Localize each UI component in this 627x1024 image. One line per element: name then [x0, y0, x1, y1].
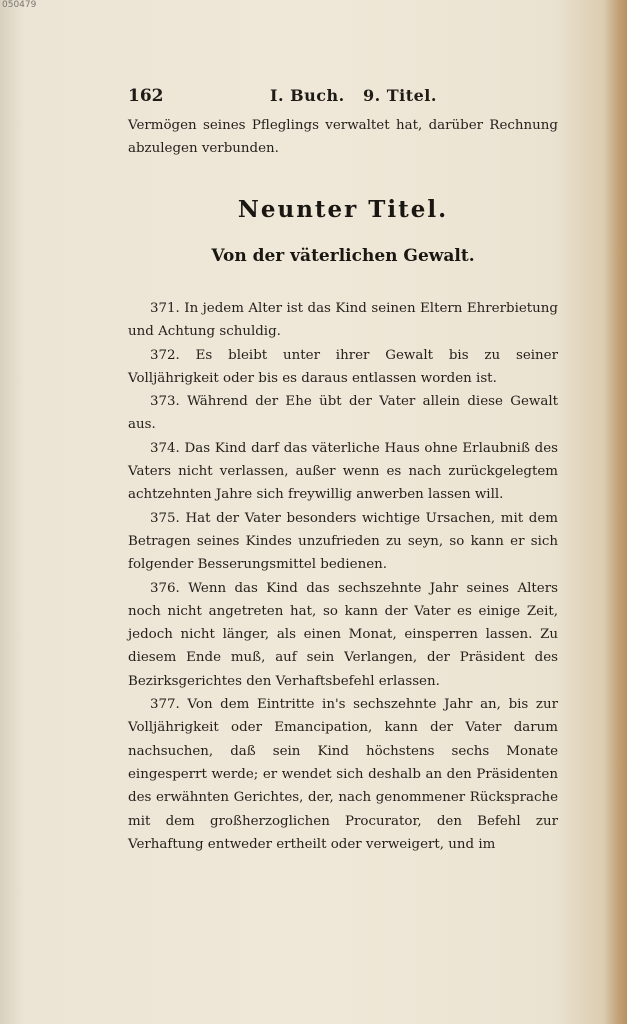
running-title: I. Buch. 9. Titel.: [270, 86, 437, 105]
page-edge-shadow: [605, 0, 627, 1024]
article-372: 372. Es bleibt unter ihrer Gewalt bis zu seiner Volljährigkeit oder bis es daraus entlassen worden ist.: [128, 347, 558, 386]
scan-stamp: 050479: [2, 0, 37, 10]
article-375: 375. Hat der Vater besonders wichtige Ursachen, mit dem Betragen seines Kindes unzufrieden zu seyn, so kann er sich folgender Besserungsmittel bedienen.: [128, 510, 558, 573]
continuation-paragraph: Vermögen seines Pfleglings verwaltet hat, darüber Rechnung abzulegen verbunden.: [128, 118, 558, 157]
article-373: 373. Während der Ehe übt der Vater allein diese Gewalt aus.: [128, 394, 558, 433]
article-376: 376. Wenn das Kind das sechszehnte Jahr seines Alters noch nicht angetreten hat, so kann der Vater es einige Zeit, jedoch nicht länger, als einen Monat, einsperren lassen. Zu diesem Ende muß, auf sein Verlangen, der Präsident des Bezirksgerichtes den Verhaftsbefehl erlassen.: [128, 580, 558, 689]
continuation-text: [128, 114, 558, 161]
article-list: [128, 297, 558, 856]
article-374: 374. Das Kind darf das väterliche Haus ohne Erlaubniß des Vaters nicht verlassen, außer wenn es nach zurückgelegtem achtzehnten Jahre sich freywillig anwerben lassen will.: [128, 440, 558, 503]
page-number: 162: [128, 86, 164, 106]
article-377: 377. Von dem Eintritte in's sechszehnte Jahr an, bis zur Volljährigkeit oder Emancipation, kann der Vater darum nachsuchen, daß sein Kind höchstens sechs Monate eingesperrt werde; er wendet sich deshalb an den Präsidenten des erwähnten Gerichtes, der, nach genommener Rücksprache mit dem großherzoglichen Procurator, den Befehl zur Verhaftung entweder ertheilt oder verweigert, und im: [128, 697, 558, 852]
page-header: [128, 86, 560, 110]
section-title: Neunter Titel.: [237, 196, 449, 223]
article-371: 371. In jedem Alter ist das Kind seinen Eltern Ehrerbietung und Achtung schuldig.: [128, 301, 558, 340]
section-subtitle: Von der väterlichen Gewalt.: [211, 246, 475, 266]
